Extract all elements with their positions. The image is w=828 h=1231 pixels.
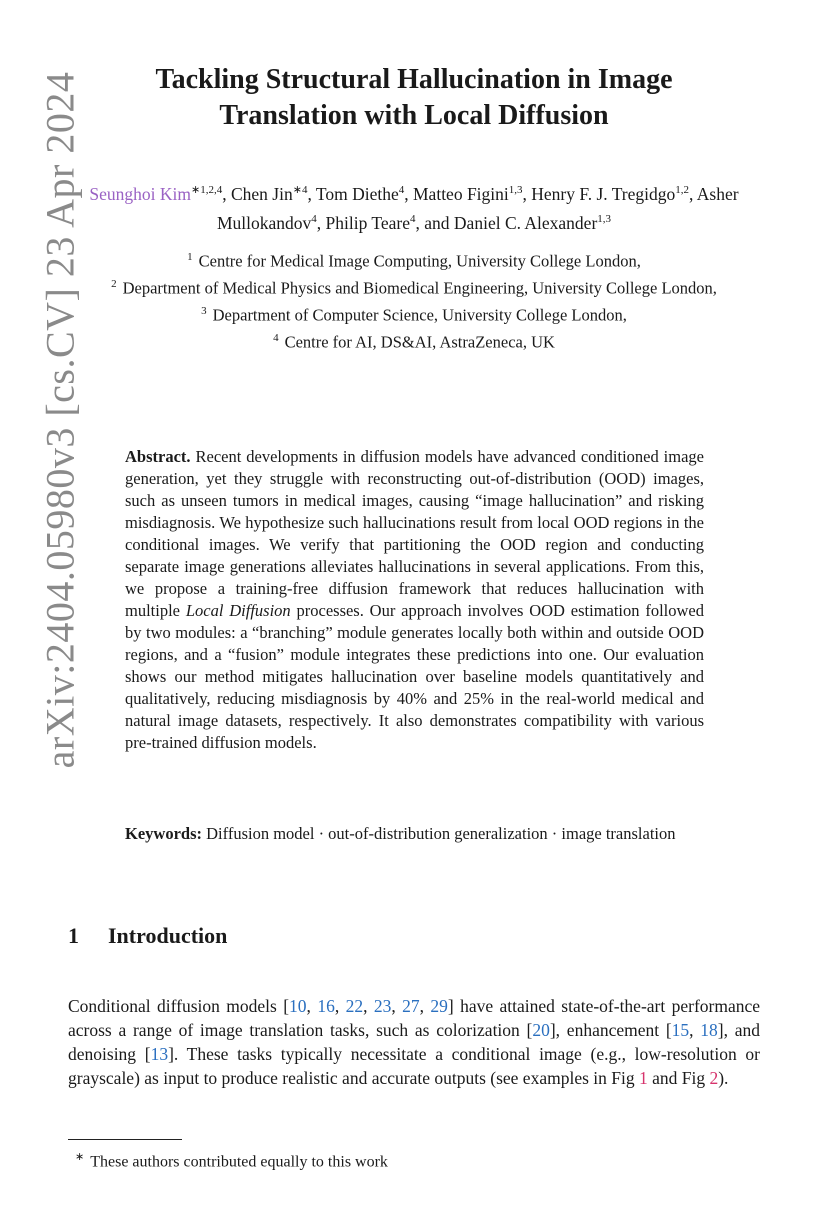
- citation-link[interactable]: 15: [671, 1020, 690, 1040]
- affiliation-list: [68, 246, 760, 354]
- footnote: [75, 1146, 388, 1173]
- title-line-2: Translation with Local Diffusion: [219, 100, 609, 131]
- author-affil-mark: 1,3: [508, 184, 523, 196]
- author-name: Tom Diethe: [315, 183, 399, 204]
- author-affil-mark: 4: [410, 212, 416, 225]
- keywords-label: Keywords:: [125, 824, 202, 843]
- author-name: Matteo Figini: [413, 183, 509, 204]
- citation-link[interactable]: 27: [402, 996, 420, 1016]
- author-name: Philip Teare: [325, 212, 411, 233]
- footnote-text: These authors contributed equally to this work: [90, 1153, 388, 1171]
- section-title: Introduction: [108, 923, 228, 948]
- affiliation-item: [68, 273, 760, 300]
- body-text: ]. These tasks typically necessitate a conditional image (e.g., low-resolution or grayscale) as input to produce realistic and accurate outputs (see examples in Fig: [68, 1044, 760, 1088]
- author-list: Seunghoi Kim$^{∗1,2,4}$, Chen Jin$^{∗4}$, Tom Diethe$^4$, Matteo Figini$^{1,3}$, Henry F. J. Tregidgo$^{1,2}$, Asher Mullokandov$^4$, Philip Teare$^4$, and Daniel C. Alexander$^{1,3}$: [89, 183, 739, 233]
- author-conjunction: and: [424, 212, 450, 233]
- author-name[interactable]: Seunghoi Kim: [89, 183, 192, 204]
- abstract: [125, 446, 704, 754]
- body-text: ] have attained state-of-the-art performance across a range of image translation tasks, such as colorization [: [68, 996, 761, 1040]
- body-text: ).: [718, 1068, 729, 1088]
- figure-link[interactable]: 2: [709, 1068, 719, 1088]
- affiliation-number: 4: [273, 332, 279, 344]
- author-name: Henry F. J. Tregidgo: [531, 183, 676, 204]
- citation-link[interactable]: 23: [373, 996, 392, 1016]
- abstract-text: Recent developments in diffusion models have advanced conditioned image generation, yet they struggle with reconstructing out-of-distribution (OOD) images, such as unseen tumors in medical images, causing “image hallucination” and risking misdiagnosis. We hypothesize such hallucinations result from local OOD regions in the conditional images. We verify that partitioning the OOD region and conducting separate image generations alleviates hallucinations in several applications. From this, we propose a training-free diffusion framework that reduces hallucination with multiple: [125, 447, 704, 620]
- section-heading: [68, 923, 227, 949]
- body-text: ], and denoising [: [68, 1020, 760, 1064]
- footnote-mark: ∗: [75, 1151, 85, 1163]
- footnote-rule: [68, 1139, 182, 1140]
- body-text: and Fig: [647, 1068, 710, 1088]
- affiliation-text: Centre for Medical Image Computing, University College London,: [198, 251, 641, 271]
- citation-link[interactable]: 22: [345, 996, 364, 1016]
- abstract-emphasis: Local Diffusion: [185, 601, 291, 620]
- abstract-label: Abstract.: [125, 447, 191, 466]
- affiliation-item: [68, 246, 760, 273]
- citation-link[interactable]: 20: [532, 1020, 550, 1040]
- citation-link[interactable]: 16: [317, 996, 335, 1016]
- body-text: ], enhancement [: [549, 1020, 672, 1040]
- affiliation-text: Department of Computer Science, University College London,: [212, 305, 627, 325]
- citation-link[interactable]: 18: [700, 1020, 718, 1040]
- intro-paragraph: Conditional diffusion models [10, 16, 22, 23, 27, 29] have attained state-of-the-art performance across a range of image translation tasks, such as colorization [20], enhancement [15, 18], and denoising [13]. These tasks typically necessitate a conditional image (e.g., low-resolution or grayscale) as input to produce realistic and accurate outputs (see examples in Fig 1 and Fig 2).: [68, 996, 761, 1088]
- author-affil-mark: 4: [398, 184, 405, 196]
- author-affil-mark: ∗4: [292, 184, 308, 196]
- title-line-1: Tackling Structural Hallucination in Image: [155, 64, 673, 95]
- citation-link[interactable]: 13: [150, 1044, 169, 1064]
- citation-link[interactable]: 10: [289, 996, 307, 1016]
- affiliation-text: Centre for AI, DS&AI, AstraZeneca, UK: [284, 332, 555, 352]
- author-name: Chen Jin: [230, 183, 293, 204]
- author-affil-mark: ∗1,2,4: [191, 184, 223, 196]
- figure-link[interactable]: 1: [638, 1068, 648, 1088]
- author-name: Asher Mullokandov: [216, 183, 739, 233]
- body-text: Conditional diffusion models [: [68, 996, 290, 1016]
- paper-title: [100, 62, 728, 134]
- affiliation-item: [68, 327, 760, 354]
- keywords: [125, 823, 704, 845]
- affiliation-text: Department of Medical Physics and Biomedical Engineering, University College London,: [122, 278, 717, 298]
- affiliation-number: 3: [201, 305, 207, 317]
- keywords-text: Diffusion model · out-of-distribution generalization · image translation: [206, 824, 676, 843]
- abstract-text-continued: processes. Our approach involves OOD estimation followed by two modules: a “branching” module generates locally both within and outside OOD regions, and a “fusion” module integrates these predictions into one. Our evaluation shows our method mitigates hallucination over baseline models quantitatively and qualitatively, reducing misdiagnosis by 40% and 25% in the real-world medical and natural image datasets, respectively. It also demonstrates compatibility with various pre-trained diffusion models.: [125, 601, 704, 752]
- section-number: 1: [68, 923, 79, 948]
- author-affil-mark: 4: [311, 212, 317, 225]
- author-name: Daniel C. Alexander: [453, 212, 598, 233]
- affiliation-number: 1: [187, 251, 193, 263]
- arxiv-side-stamp: [30, 70, 90, 770]
- citation-link[interactable]: 29: [430, 996, 448, 1016]
- affiliation-number: 2: [111, 278, 117, 290]
- author-affil-mark: 1,2: [675, 184, 689, 196]
- arxiv-identifier: arXiv:2404.05980v3 [cs.CV] 23 Apr 2024: [37, 71, 83, 769]
- author-affil-mark: 1,3: [597, 212, 612, 225]
- affiliation-item: [68, 300, 760, 327]
